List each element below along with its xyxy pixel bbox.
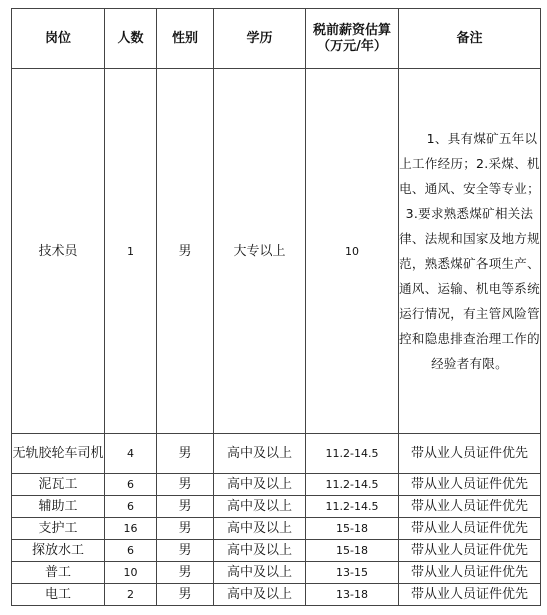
header-position: 岗位 [12,9,105,69]
cell-remarks: 带从业人员证件优先 [399,474,541,496]
cell-education: 高中及以上 [214,496,306,518]
cell-education: 高中及以上 [214,584,306,606]
cell-education: 高中及以上 [214,474,306,496]
cell-count: 6 [105,540,157,562]
cell-gender: 男 [157,496,214,518]
cell-position: 支护工 [12,518,105,540]
table-row [12,474,541,496]
cell-position: 探放水工 [12,540,105,562]
table-header-row [12,9,541,69]
cell-count: 6 [105,496,157,518]
header-salary: 税前薪资估算（万元/年） [306,9,399,69]
header-remarks: 备注 [399,9,541,69]
table-row [12,434,541,474]
cell-position: 普工 [12,562,105,584]
table-row [12,69,541,434]
recruitment-table [11,8,541,606]
cell-remarks: 带从业人员证件优先 [399,434,541,474]
cell-gender: 男 [157,434,214,474]
cell-salary: 11.2-14.5 [306,434,399,474]
table-row [12,584,541,606]
cell-gender: 男 [157,584,214,606]
cell-position: 无轨胶轮车司机 [12,434,105,474]
cell-count: 4 [105,434,157,474]
cell-count: 16 [105,518,157,540]
cell-salary: 11.2-14.5 [306,496,399,518]
header-education: 学历 [214,9,306,69]
cell-education: 高中及以上 [214,518,306,540]
cell-count: 6 [105,474,157,496]
cell-education: 高中及以上 [214,434,306,474]
header-count: 人数 [105,9,157,69]
table-row [12,562,541,584]
table-row [12,518,541,540]
cell-remarks: 1、具有煤矿五年以上工作经历；2.采煤、机电、通风、安全等专业；3.要求熟悉煤矿相关法律、法规和国家及地方规范，熟悉煤矿各项生产、通风、运输、机电等系统运行情况，有主管风险管控和隐患排查治理工作的经验者有限。 [399,69,541,434]
cell-remarks: 带从业人员证件优先 [399,540,541,562]
cell-remarks: 带从业人员证件优先 [399,584,541,606]
cell-gender: 男 [157,562,214,584]
cell-gender: 男 [157,474,214,496]
cell-salary: 11.2-14.5 [306,474,399,496]
cell-position: 泥瓦工 [12,474,105,496]
cell-remarks: 带从业人员证件优先 [399,562,541,584]
cell-count: 10 [105,562,157,584]
cell-gender: 男 [157,69,214,434]
cell-salary: 13-18 [306,584,399,606]
cell-gender: 男 [157,518,214,540]
cell-education: 大专以上 [214,69,306,434]
cell-salary: 13-15 [306,562,399,584]
cell-education: 高中及以上 [214,540,306,562]
cell-education: 高中及以上 [214,562,306,584]
cell-position: 电工 [12,584,105,606]
cell-position: 辅助工 [12,496,105,518]
cell-salary: 15-18 [306,540,399,562]
cell-remarks: 带从业人员证件优先 [399,518,541,540]
table-row [12,496,541,518]
cell-salary: 15-18 [306,518,399,540]
cell-count: 1 [105,69,157,434]
cell-count: 2 [105,584,157,606]
table-row [12,540,541,562]
cell-remarks: 带从业人员证件优先 [399,496,541,518]
header-gender: 性别 [157,9,214,69]
cell-position: 技术员 [12,69,105,434]
cell-gender: 男 [157,540,214,562]
cell-salary: 10 [306,69,399,434]
